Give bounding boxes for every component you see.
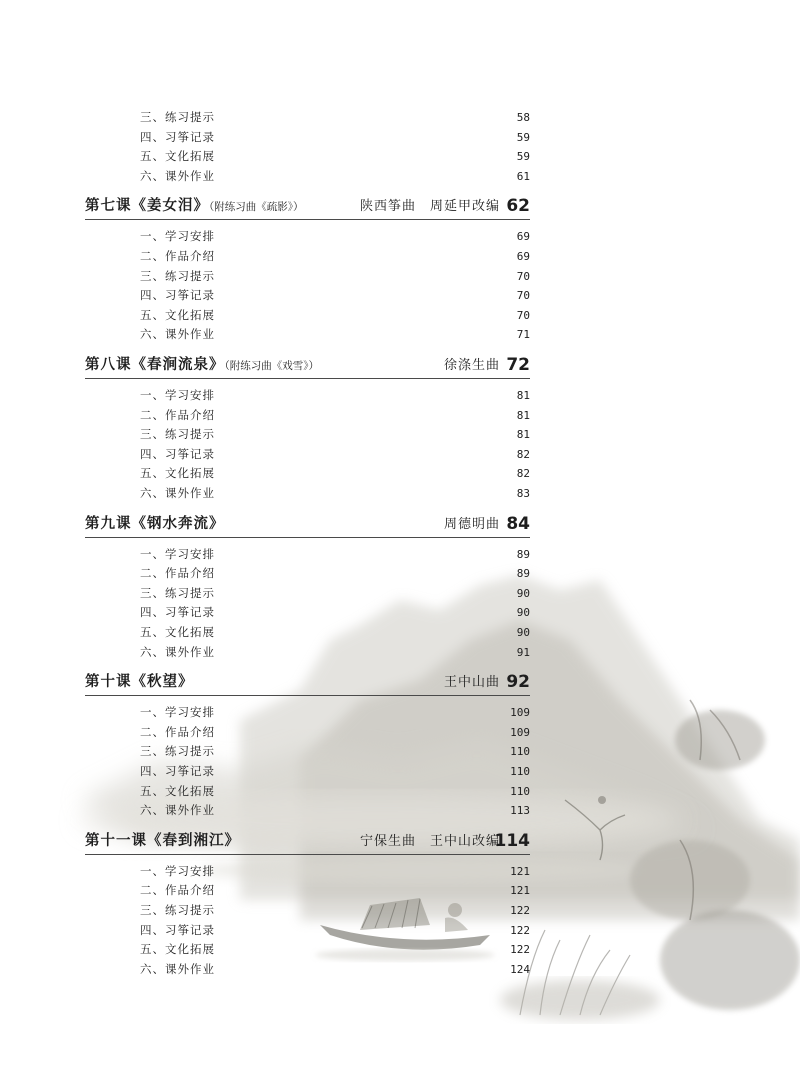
lesson-title-text: 第十课《秋望》 [85, 673, 194, 691]
toc-item[interactable] [140, 167, 530, 186]
toc-item[interactable] [140, 643, 530, 662]
toc-item[interactable] [140, 762, 530, 781]
toc-item[interactable] [140, 921, 530, 940]
toc-item-page: 113 [510, 804, 530, 818]
toc-item-page: 61 [516, 169, 530, 183]
toc-item[interactable] [140, 325, 530, 344]
lesson-title [85, 512, 225, 533]
toc-item-label: 三、练习提示 [140, 585, 215, 600]
toc-item[interactable] [140, 406, 530, 425]
toc-item-page: 89 [516, 547, 530, 561]
toc-item-label: 六、课外作业 [140, 644, 215, 659]
toc-item-label: 三、练习提示 [140, 268, 215, 283]
toc-item[interactable] [140, 564, 530, 583]
lesson-subtitle: （附练习曲《疏影》） [209, 201, 304, 214]
toc-item-page: 82 [516, 447, 530, 461]
lesson-heading[interactable] [85, 830, 530, 855]
toc-item[interactable] [140, 782, 530, 801]
toc-item-label: 三、练习提示 [140, 744, 215, 759]
toc-item-page: 69 [516, 250, 530, 263]
toc-item-page: 122 [510, 904, 530, 917]
toc-item-label: 四、习筝记录 [140, 446, 215, 461]
lesson-title [85, 670, 194, 691]
toc-item[interactable] [140, 940, 530, 959]
toc-item-label: 六、课外作业 [140, 961, 215, 976]
toc-item-label: 二、作品介绍 [140, 566, 215, 581]
toc-item[interactable] [140, 862, 530, 881]
lesson-heading[interactable] [85, 195, 530, 220]
toc-item-label: 四、习筝记录 [140, 605, 215, 620]
toc-item-label: 二、作品介绍 [140, 249, 215, 263]
toc-item-page: 70 [516, 269, 530, 283]
lesson-composer: 陕西筝曲 周延甲改编 [359, 199, 500, 215]
toc-item[interactable] [140, 584, 530, 603]
toc-item-label: 一、学习安排 [140, 863, 215, 878]
lesson-title [85, 194, 304, 215]
toc-item-page: 110 [510, 765, 530, 778]
toc-item-page: 90 [516, 626, 530, 639]
toc-item-label: 四、习筝记录 [140, 764, 215, 778]
toc-item-label: 一、学习安排 [140, 229, 215, 244]
toc-item-page: 122 [510, 943, 530, 957]
toc-item[interactable] [140, 267, 530, 286]
lesson-page-number: 62 [506, 196, 530, 217]
toc-item-label: 二、作品介绍 [140, 407, 215, 422]
toc-item[interactable] [140, 247, 530, 266]
toc-item-page: 89 [516, 567, 530, 581]
toc-item-label: 二、作品介绍 [140, 883, 215, 898]
lesson-title-text: 第十一课《春到湘江》 [85, 831, 240, 849]
toc-item[interactable] [140, 445, 530, 464]
lesson-page-number: 84 [506, 513, 530, 534]
lesson-title-text: 第八课《春涧流泉》 [85, 356, 225, 373]
toc-item-page: 121 [510, 864, 530, 878]
toc-item[interactable] [140, 147, 530, 166]
toc-item-page: 71 [516, 328, 530, 342]
toc-item[interactable] [140, 723, 530, 742]
toc-item[interactable] [140, 286, 530, 305]
toc-item-page: 121 [510, 884, 530, 898]
toc-item-label: 三、练习提示 [140, 427, 215, 442]
lesson-title [85, 353, 319, 374]
toc-item[interactable] [140, 703, 530, 722]
toc-item-page: 59 [516, 150, 530, 164]
lesson-title-text: 第七课《姜女泪》 [85, 197, 209, 215]
toc-item-label: 六、课外作业 [140, 486, 215, 500]
toc-item-label: 三、练习提示 [140, 110, 215, 124]
lesson-page-number: 114 [494, 830, 530, 851]
toc-item-page: 70 [516, 289, 530, 303]
lesson-title [85, 829, 240, 850]
lesson-heading[interactable] [85, 671, 530, 696]
toc-item[interactable] [140, 128, 530, 147]
toc-item-page: 81 [516, 408, 530, 422]
toc-item-page: 110 [510, 784, 530, 798]
toc-item[interactable] [140, 425, 530, 444]
toc-item[interactable] [140, 901, 530, 920]
toc-item[interactable] [140, 306, 530, 325]
toc-item[interactable] [140, 464, 530, 483]
lesson-page-number: 72 [506, 355, 530, 375]
toc-item[interactable] [140, 801, 530, 820]
toc-item-label: 五、文化拓展 [140, 466, 215, 481]
lesson-composer: 宁保生曲 王中山改编 [359, 833, 500, 849]
toc-item-page: 91 [516, 645, 530, 659]
lesson-composer: 徐涤生曲 [443, 358, 500, 373]
toc-item[interactable] [140, 545, 530, 564]
lesson-subtitle: （附练习曲《戏雪》） [224, 360, 319, 372]
toc-item-page: 83 [516, 487, 530, 500]
toc-item[interactable] [140, 484, 530, 503]
toc-item[interactable] [140, 960, 530, 979]
toc-item-page: 69 [516, 230, 530, 244]
toc-item-label: 六、课外作业 [140, 803, 215, 818]
lesson-composer: 王中山曲 [443, 675, 500, 691]
toc-item-label: 一、学习安排 [140, 705, 215, 720]
toc-item-page: 90 [516, 606, 530, 620]
toc-item[interactable] [140, 386, 530, 405]
lesson-page-number: 92 [506, 672, 530, 693]
toc-item-label: 五、文化拓展 [140, 783, 215, 798]
lesson-title-text: 第九课《钢水奔流》 [85, 514, 225, 532]
toc-item-label: 六、课外作业 [140, 168, 215, 183]
toc-item[interactable] [140, 881, 530, 900]
toc-item-page: 59 [516, 130, 530, 144]
toc-item-label: 五、文化拓展 [140, 942, 215, 957]
toc-item[interactable] [140, 227, 530, 246]
toc-item-page: 82 [516, 467, 530, 481]
toc-item[interactable] [140, 623, 530, 642]
toc-item-label: 四、习筝记录 [140, 922, 215, 937]
toc-item-label: 六、课外作业 [140, 327, 215, 342]
toc-item[interactable] [140, 108, 530, 127]
lesson-heading[interactable] [85, 354, 530, 379]
toc-item-page: 81 [516, 428, 530, 442]
toc-item-page: 109 [510, 706, 530, 720]
toc-item-label: 二、作品介绍 [140, 724, 215, 739]
toc-item-label: 五、文化拓展 [140, 307, 215, 322]
toc-item-label: 四、习筝记录 [140, 129, 215, 144]
toc-item-label: 一、学习安排 [140, 546, 215, 561]
toc-item-page: 110 [510, 745, 530, 759]
toc-item-page: 81 [516, 389, 530, 402]
toc-item[interactable] [140, 742, 530, 761]
toc-item-label: 五、文化拓展 [140, 625, 215, 639]
toc-item-label: 五、文化拓展 [140, 149, 215, 164]
lesson-heading[interactable] [85, 513, 530, 538]
toc-item-page: 124 [510, 962, 530, 976]
toc-item-page: 109 [510, 725, 530, 739]
toc-item-page: 90 [516, 586, 530, 600]
toc-item-page: 58 [516, 111, 530, 124]
toc-item-page: 122 [510, 923, 530, 937]
toc-item-label: 四、习筝记录 [140, 288, 215, 303]
toc-item-label: 三、练习提示 [140, 903, 215, 917]
toc-item[interactable] [140, 603, 530, 622]
lesson-composer: 周德明曲 [443, 516, 500, 532]
toc-item-label: 一、学习安排 [140, 388, 215, 402]
toc-item-page: 70 [516, 308, 530, 322]
